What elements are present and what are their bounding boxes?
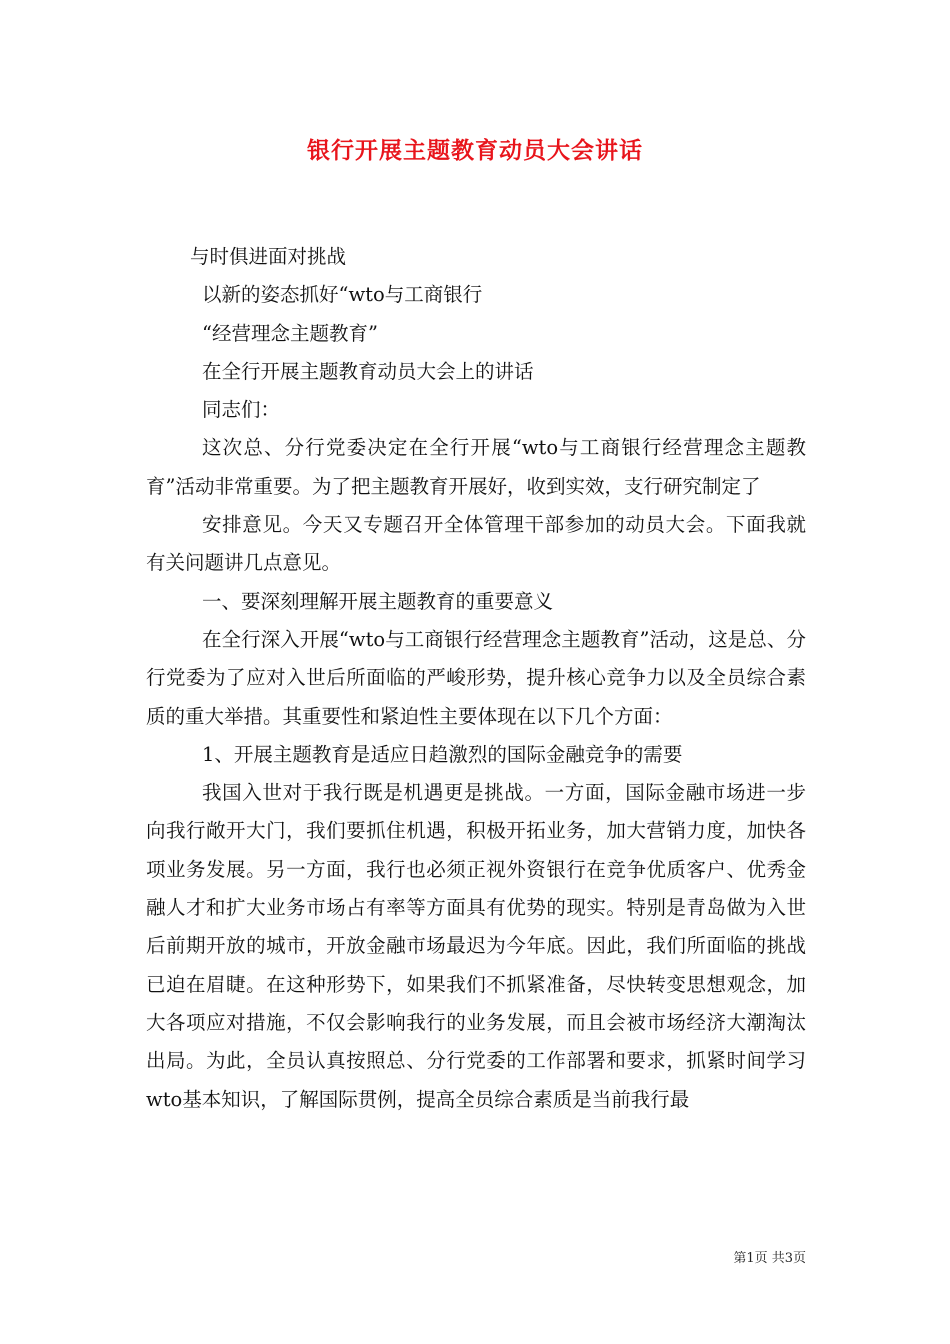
paragraph-4: 我国入世对于我行既是机遇更是挑战。一方面，国际金融市场进一步向我行敞开大门，我们要抓住机遇，积极开拓业务，加大营销力度，加快各项业务发展。另一方面，我行也必须正视外资银行在竞争优质客户、优秀金融人才和扩大业务市场占有率等方面具有优势的现实。特别是青岛做为入世后前期开放的城市，开放金融市场最迟为今年底。因此，我们所面临的挑战已迫在眉睫。在这种形势下，如果我们不抓紧准备，尽快转变思想观念，加大各项应对措施，不仅会影响我行的业务发展，而且会被市场经济大潮淘汰出局。为此，全员认真按照总、分行党委的工作部署和要求，抓紧时间学习wto基本知识，了解国际贯例，提高全员综合素质是当前我行最 xyxy=(146,781,806,1111)
header-line-3: “经营理念主题教育” xyxy=(202,321,378,345)
paragraph-2: 安排意见。今天又专题召开全体管理干部参加的动员大会。下面我就有关问题讲几点意见。 xyxy=(146,513,806,575)
header-line-2: 以新的姿态抓好“wto与工商银行 xyxy=(202,283,483,307)
header-line-4: 在全行开展主题教育动员大会上的讲话 xyxy=(202,359,534,383)
document-title: 银行开展主题教育动员大会讲话 xyxy=(307,137,643,164)
document-body xyxy=(146,238,806,1119)
subsection-heading-1: 1、开展主题教育是适应日趋激烈的国际金融竞争的需要 xyxy=(202,742,683,766)
salutation: 同志们： xyxy=(202,398,281,422)
section-heading-1: 一、要深刻理解开展主题教育的重要意义 xyxy=(202,589,554,613)
paragraph-3: 在全行深入开展“wto与工商银行经营理念主题教育”活动，这是总、分行党委为了应对入世后所面临的严峻形势，提升核心竞争力以及全员综合素质的重大举措。其重要性和紧迫性主要体现在以下几个方面： xyxy=(146,627,806,728)
page-number: 第1页 共3页 xyxy=(733,1251,806,1266)
header-line-1: 与时俱进面对挑战 xyxy=(190,245,347,268)
paragraph-1: 这次总、分行党委决定在全行开展“wto与工商银行经营理念主题教育”活动非常重要。为了把主题教育开展好，收到实效，支行研究制定了 xyxy=(146,436,806,498)
